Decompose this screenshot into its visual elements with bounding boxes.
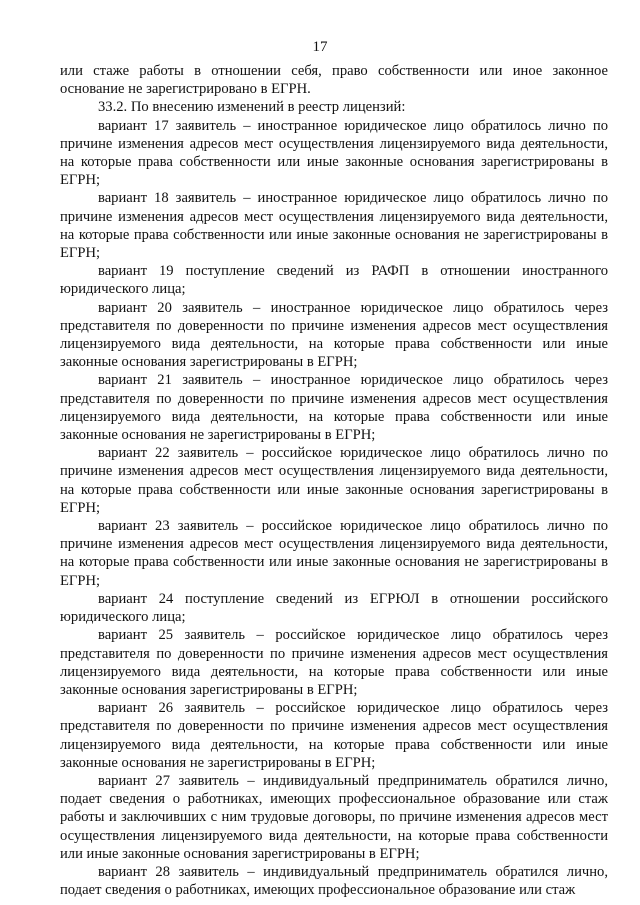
document-body [60, 62, 608, 899]
paragraph-variant-18: вариант 18 заявитель – иностранное юридическое лицо обратилось лично по причине изменения адресов мест осуществления лицензируемого вида деятельности, на которые права собственности или иные законные основания не зарегистрированы в ЕГРН; [60, 190, 608, 262]
paragraph-variant-22: вариант 22 заявитель – российское юридическое лицо обратилось лично по причине изменения адресов мест осуществления лицензируемого вида деятельности, на которые права собственности или иные законные основания зарегистрированы в ЕГРН; [60, 445, 608, 516]
paragraph-variant-19: вариант 19 поступление сведений из РАФП в отношении иностранного юридического лица; [60, 263, 608, 298]
paragraph-variant-25: вариант 25 заявитель – российское юридическое лицо обратилось через представителя по доверенности по причине изменения адресов мест осуществления лицензируемого вида деятельности, на которые права собственности или иные законные основания зарегистрированы в ЕГРН; [60, 627, 608, 698]
paragraph-variant-24: вариант 24 поступление сведений из ЕГРЮЛ в отношении российского юридического лица; [60, 590, 608, 626]
paragraph-variant-21: вариант 21 заявитель – иностранное юридическое лицо обратилось через представителя по доверенности по причине изменения адресов мест осуществления лицензируемого вида деятельности, на которые права собственности или иные законные основания не зарегистрированы в ЕГРН; [60, 372, 608, 444]
paragraph-variant-17: вариант 17 заявитель – иностранное юридическое лицо обратилось лично по причине изменения адресов мест осуществления лицензируемого вида деятельности, на которые права собственности или иные законные основания зарегистрированы в ЕГРН; [60, 117, 608, 189]
page-number: 17 [312, 39, 328, 55]
paragraph-continuation: или стаже работы в отношении себя, право собственности или иное законное основание не зарегистрировано в ЕГРН. [60, 63, 608, 98]
paragraph-variant-27: вариант 27 заявитель – индивидуальный предприниматель обратился лично, подает сведения о работниках, имеющих профессиональное образование или стаж работы и заключивших с ним трудовые договоры, по причине изменения адресов мест осуществления лицензируемого вида деятельности, на которые права собственности или иные законные основания зарегистрированы в ЕГРН; [60, 772, 608, 862]
paragraph-variant-23: вариант 23 заявитель – российское юридическое лицо обратилось лично по причине изменения адресов мест осуществления лицензируемого вида деятельности, на которые права собственности или иные законные основания не зарегистрированы в ЕГРН; [60, 518, 608, 589]
paragraph-variant-28: вариант 28 заявитель – индивидуальный предприниматель обратился лично, подает сведения о работниках, имеющих профессиональное образование или стаж [60, 863, 608, 899]
paragraph-variant-20: вариант 20 заявитель – иностранное юридическое лицо обратилось через представителя по доверенности по причине изменения адресов мест осуществления лицензируемого вида деятельности, на которые права собственности или иные законные основания зарегистрированы в ЕГРН; [60, 299, 608, 371]
section-heading-33-2: 33.2. По внесению изменений в реестр лицензий: [98, 99, 406, 116]
paragraph-variant-26: вариант 26 заявитель – российское юридическое лицо обратилось через представителя по доверенности по причине изменения адресов мест осуществления лицензируемого вида деятельности, на которые права собственности или иные законные основания не зарегистрированы в ЕГРН; [60, 700, 608, 771]
